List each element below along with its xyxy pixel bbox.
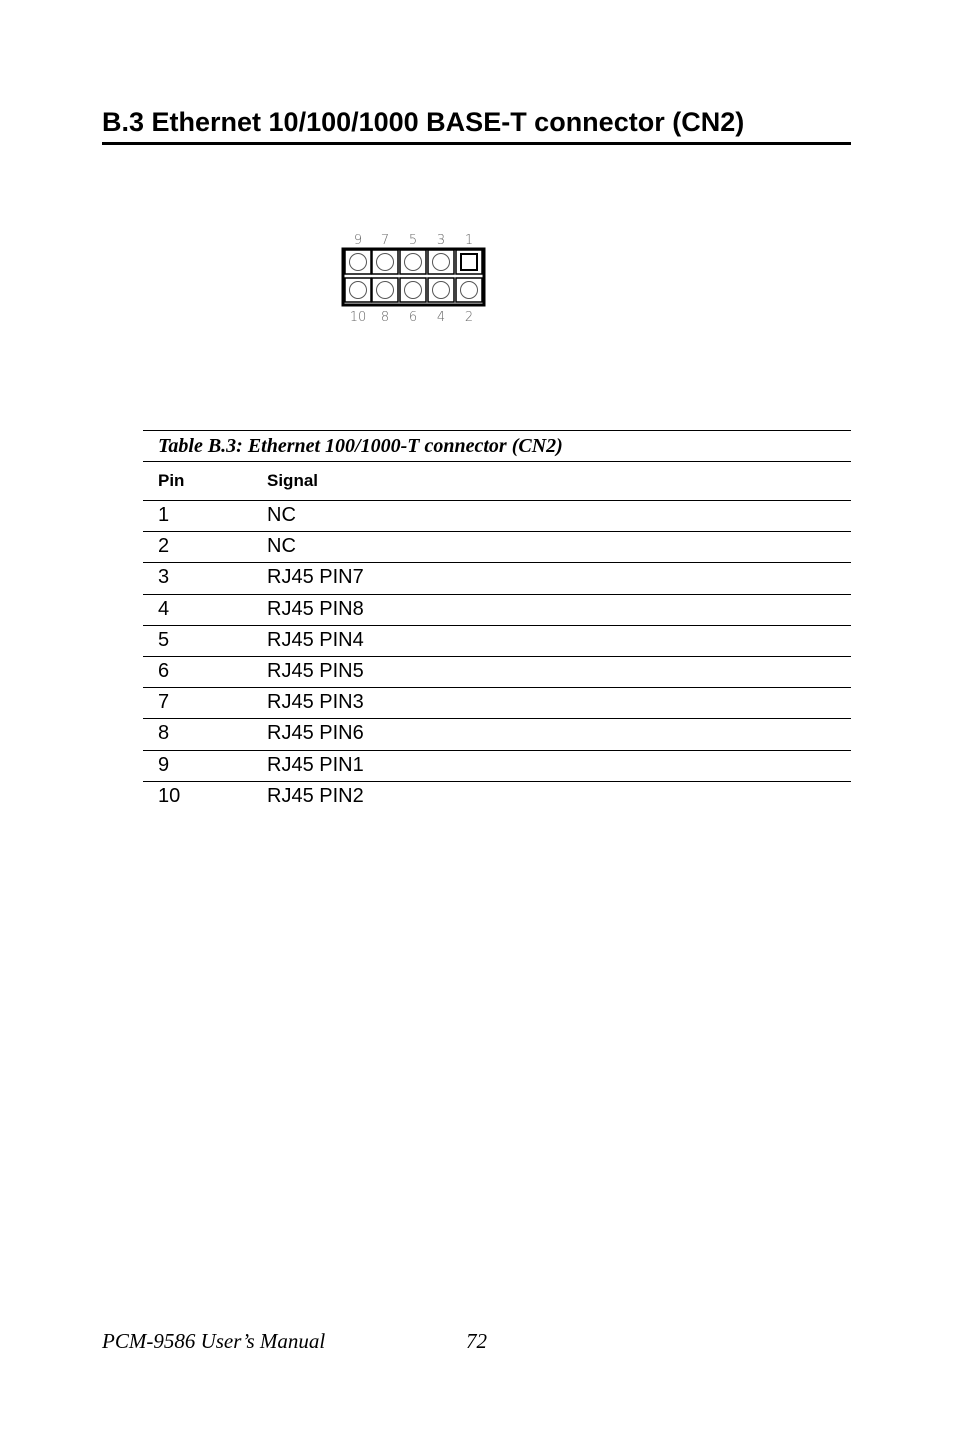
pin-round-pad [405,282,422,299]
signal-cell: RJ45 PIN6 [267,722,364,745]
pin-cell: 6 [158,659,170,682]
signal-cell: RJ45 PIN7 [267,566,364,589]
pin-number-label-top: 1 [464,233,474,248]
table-row [143,657,851,688]
pin-1-square-pad [461,254,477,270]
signal-cell: NC [267,535,296,558]
pin-cell: 9 [158,753,170,776]
connector-housing [343,249,484,305]
table-row [143,595,851,626]
pin-number-label-top: 9 [353,233,363,248]
signal-cell: RJ45 PIN5 [267,659,364,682]
table-body [143,501,851,813]
header-pin: Pin [158,471,185,490]
pin-number-label-bottom: 8 [380,310,390,325]
pin-cell: 8 [158,722,170,745]
pin-round-pad [377,282,394,299]
header-signal: Signal [267,471,319,490]
pin-number-label-bottom: 2 [464,310,474,325]
heading-rule [102,142,851,145]
pin-number-label-bottom: 4 [436,310,446,325]
pin-cell: 2 [158,535,170,558]
table-header [143,462,851,501]
pin-round-pad [377,254,394,271]
pin-number-label-top: 3 [436,233,446,248]
table-row [143,719,851,750]
table-row [143,532,851,563]
signal-cell: NC [267,504,296,526]
pin-cell: 1 [158,504,170,526]
cn2-connector-diagram [340,228,490,328]
pin-cell: 7 [158,691,170,714]
pin-round-pad [350,282,367,299]
pin-cell: 3 [158,566,170,589]
pin-cell: 5 [158,628,170,651]
pin-cell: 10 [158,784,181,807]
table-row [143,782,851,813]
pin-number-label-top: 5 [408,233,418,248]
pin-round-pad [461,282,478,299]
pin-cell: 4 [158,597,170,620]
footer-page-number: 72 [466,1329,487,1353]
pin-round-pad [433,282,450,299]
footer-manual-title: PCM-9586 User’s Manual [102,1329,326,1353]
table-caption: Table B.3: Ethernet 100/1000-T connector (CN2) [143,430,851,462]
signal-cell: RJ45 PIN8 [267,597,364,620]
table-row [143,501,851,532]
pin-round-pad [350,254,367,271]
signal-cell: RJ45 PIN1 [267,753,364,776]
pin-round-pad [433,254,450,271]
table-row [143,688,851,719]
pin-round-pad [405,254,422,271]
table-row [143,626,851,657]
signal-cell: RJ45 PIN3 [267,691,364,714]
pin-number-label-bottom: 10 [349,310,367,325]
table-row [143,751,851,782]
signal-cell: RJ45 PIN4 [267,628,364,651]
section-heading: B.3 Ethernet 10/100/1000 BASE-T connector (CN2) [102,107,745,137]
table-row [143,563,851,594]
pin-number-label-top: 7 [380,233,390,248]
signal-cell: RJ45 PIN2 [267,784,364,807]
pin-number-label-bottom: 6 [408,310,418,325]
